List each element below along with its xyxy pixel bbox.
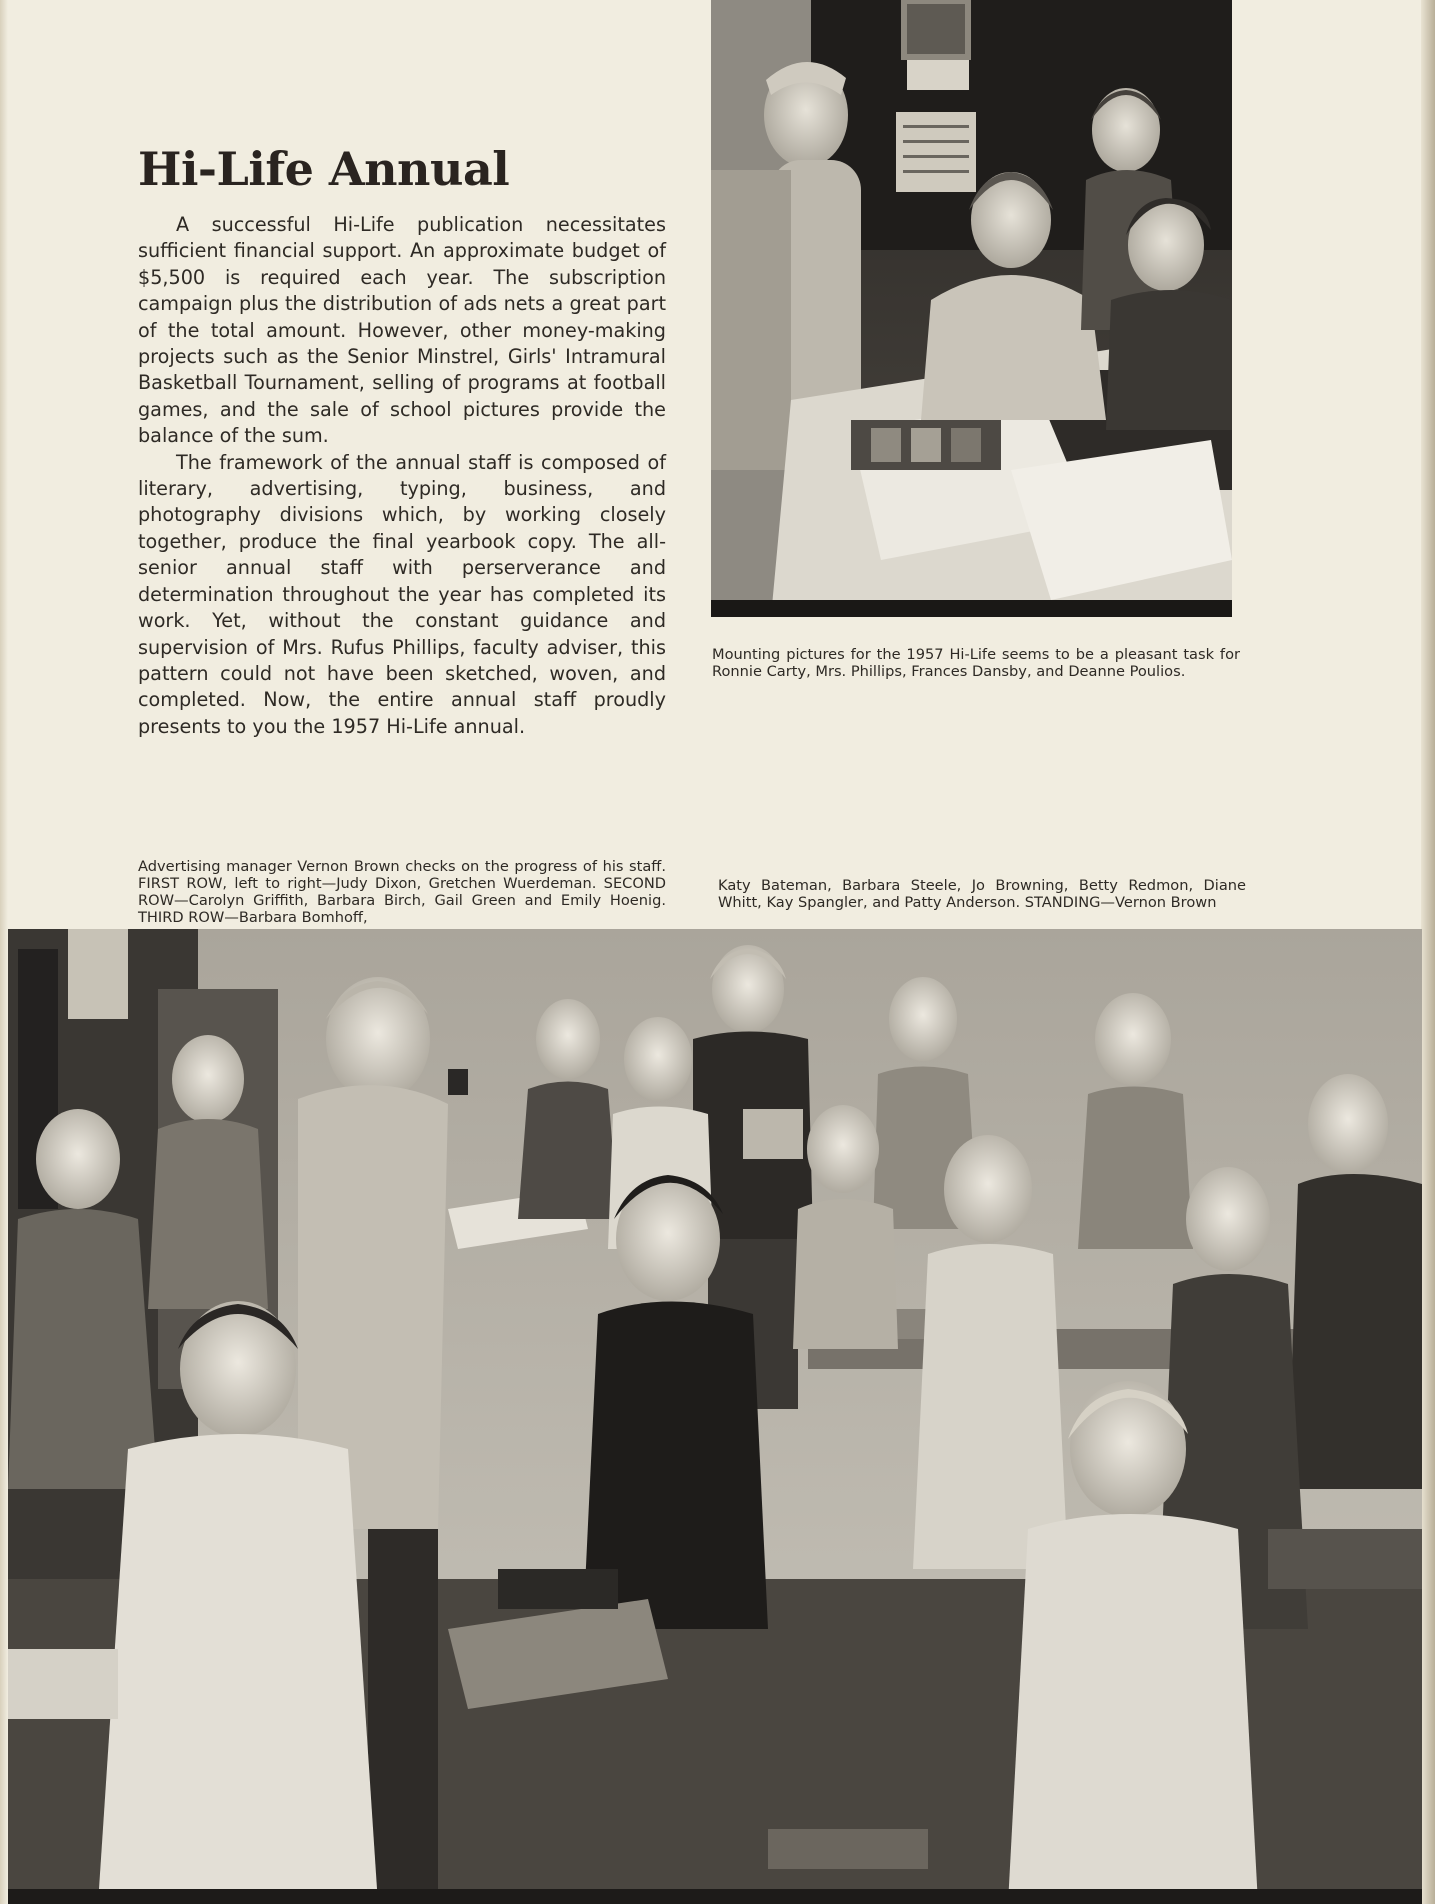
page-right-edge [1421, 0, 1435, 1904]
paragraph-staff: The framework of the annual staff is composed of literary, advertising, typing, business, and photography divisions which, by working closely together, produce the final yearbook copy. The all-senior annual staff with perserverance and determination throughout the year has completed its work. Yet, without the constant guidance and supervision of Mrs. Rufus Phillips, faculty adviser, this pattern could not have been sketched, woven, and completed. Now, the entire annual staff proudly presents to you the 1957 Hi-Life annual. [138, 450, 666, 738]
page-left-edge [0, 0, 8, 1904]
caption-top-photo: Mounting pictures for the 1957 Hi-Life seems to be a pleasant task for Ronnie Carty, Mrs. Phillips, Frances Dansby, and Deanne Poulios. [712, 645, 1240, 680]
article-body [138, 212, 666, 740]
page-title: Hi-Life Annual [138, 142, 510, 196]
photo-advertising-staff [8, 929, 1422, 1904]
caption-bottom-photo-left: Advertising manager Vernon Brown checks on the progress of his staff. FIRST ROW, left to right—Judy Dixon, Gretchen Wuerdeman. SECOND ROW—Carolyn Griffith, Barbara Birch, Gail Green and Emily Hoenig. THIRD ROW—Barbara Bomhoff, [138, 857, 666, 926]
photo-mounting-pictures [711, 0, 1232, 617]
caption-bottom-photo-right: Katy Bateman, Barbara Steele, Jo Browning, Betty Redmon, Diane Whitt, Kay Spangler, and Patty Anderson. STANDING—Vernon Brown [718, 876, 1246, 911]
paragraph-funding: A successful Hi-Life publication necessitates sufficient financial support. An approximate budget of $5,500 is required each year. The subscription campaign plus the distribution of ads nets a great part of the total amount. However, other money-making projects such as the Senior Minstrel, Girls' Intramural Basketball Tournament, selling of programs at football games, and the sale of school pictures provide the balance of the sum. [138, 213, 666, 448]
